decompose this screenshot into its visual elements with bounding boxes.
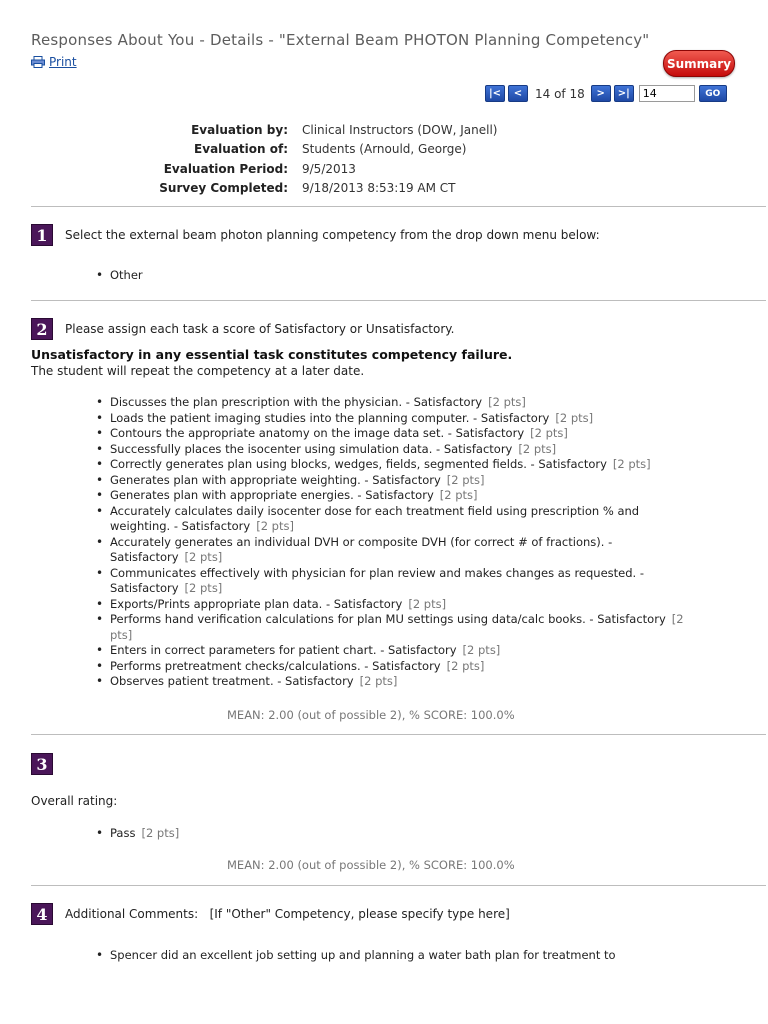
question-3-text: Overall rating: <box>31 794 118 808</box>
divider <box>31 885 766 886</box>
divider <box>31 300 766 301</box>
question-2-text: Please assign each task a score of Satisfactory or Unsatisfactory. <box>65 322 455 336</box>
printer-icon[interactable] <box>31 56 45 68</box>
list-item: • Performs hand verification calculations for plan MU settings using data/calc books. - Satisfactory [2 pts] <box>96 612 696 643</box>
print-link[interactable]: Print <box>49 55 77 69</box>
question-number-1: 1 <box>31 224 53 246</box>
first-page-button[interactable]: |< <box>485 85 505 102</box>
list-item: • Observes patient treatment. - Satisfactory [2 pts] <box>96 674 696 690</box>
meta-value: 9/18/2013 8:53:19 AM CT <box>302 181 456 196</box>
question-1-answers <box>96 268 143 284</box>
evaluation-period-row <box>0 159 497 179</box>
pagination <box>485 84 727 103</box>
question-number-4: 4 <box>31 903 53 925</box>
list-item: • Enters in correct parameters for patient chart. - Satisfactory [2 pts] <box>96 643 696 659</box>
list-item: • Exports/Prints appropriate plan data. - Satisfactory [2 pts] <box>96 597 696 613</box>
question-3-mean: MEAN: 2.00 (out of possible 2), % SCORE: 100.0% <box>227 858 515 872</box>
meta-value: Clinical Instructors (DOW, Janell) <box>302 122 498 137</box>
list-item: • Generates plan with appropriate weighting. - Satisfactory [2 pts] <box>96 473 696 489</box>
task-score-list <box>96 395 696 690</box>
list-item: • Successfully places the isocenter using simulation data. - Satisfactory [2 pts] <box>96 442 696 458</box>
page-position: 14 of 18 <box>535 86 585 101</box>
question-number-2: 2 <box>31 318 53 340</box>
competency-warning: Unsatisfactory in any essential task constitutes competency failure. <box>31 347 513 362</box>
prev-page-button[interactable]: < <box>508 85 528 102</box>
page-number-input[interactable] <box>639 85 695 102</box>
competency-note: The student will repeat the competency at a later date. <box>31 364 365 378</box>
divider <box>31 734 766 735</box>
list-item: • Performs pretreatment checks/calculations. - Satisfactory [2 pts] <box>96 659 696 675</box>
evaluation-by-row <box>0 120 497 140</box>
question-1-text: Select the external beam photon planning competency from the drop down menu below: <box>65 228 600 242</box>
list-item: • Pass [2 pts] <box>96 826 179 842</box>
question-4-answers <box>96 948 616 964</box>
next-page-button[interactable]: > <box>591 85 611 102</box>
evaluation-details <box>0 120 497 198</box>
list-item: • Generates plan with appropriate energies. - Satisfactory [2 pts] <box>96 488 696 504</box>
question-3-answers <box>96 826 179 842</box>
list-item: • Accurately calculates daily isocenter dose for each treatment field using prescription % and weighting. - Satisfactory [2 pts] <box>96 504 696 535</box>
list-item: • Communicates effectively with physician for plan review and makes changes as requested. - Satisfactory [2 pts] <box>96 566 696 597</box>
summary-button[interactable]: Summary <box>663 50 735 77</box>
page-title: Responses About You - Details - "External Beam PHOTON Planning Competency" <box>31 31 650 49</box>
go-button[interactable]: GO <box>699 85 727 102</box>
question-number-3: 3 <box>31 753 53 775</box>
question-2-mean: MEAN: 2.00 (out of possible 2), % SCORE: 100.0% <box>227 708 515 722</box>
last-page-button[interactable]: >| <box>614 85 634 102</box>
meta-value: Students (Arnould, George) <box>302 142 467 157</box>
question-4-text: Additional Comments: [If "Other" Competency, please specify type here] <box>65 907 510 921</box>
list-item: • Spencer did an excellent job setting up and planning a water bath plan for treatment to <box>96 948 616 964</box>
meta-label: Evaluation Period: <box>163 161 288 176</box>
meta-label: Evaluation by: <box>191 122 288 137</box>
meta-label: Survey Completed: <box>159 181 288 196</box>
list-item: • Other <box>96 268 143 284</box>
survey-completed-row <box>0 179 497 199</box>
list-item: • Loads the patient imaging studies into the planning computer. - Satisfactory [2 pts] <box>96 411 696 427</box>
meta-value: 9/5/2013 <box>302 161 356 176</box>
list-item: • Accurately generates an individual DVH or composite DVH (for correct # of fractions). - Satisfactory [2 pts] <box>96 535 696 566</box>
list-item: • Correctly generates plan using blocks, wedges, fields, segmented fields. - Satisfactory [2 pts] <box>96 457 696 473</box>
print-link-group[interactable] <box>31 55 77 69</box>
list-item: • Contours the appropriate anatomy on the image data set. - Satisfactory [2 pts] <box>96 426 696 442</box>
evaluation-of-row <box>0 140 497 160</box>
meta-label: Evaluation of: <box>194 142 288 157</box>
list-item: • Discusses the plan prescription with the physician. - Satisfactory [2 pts] <box>96 395 696 411</box>
divider <box>31 206 766 207</box>
